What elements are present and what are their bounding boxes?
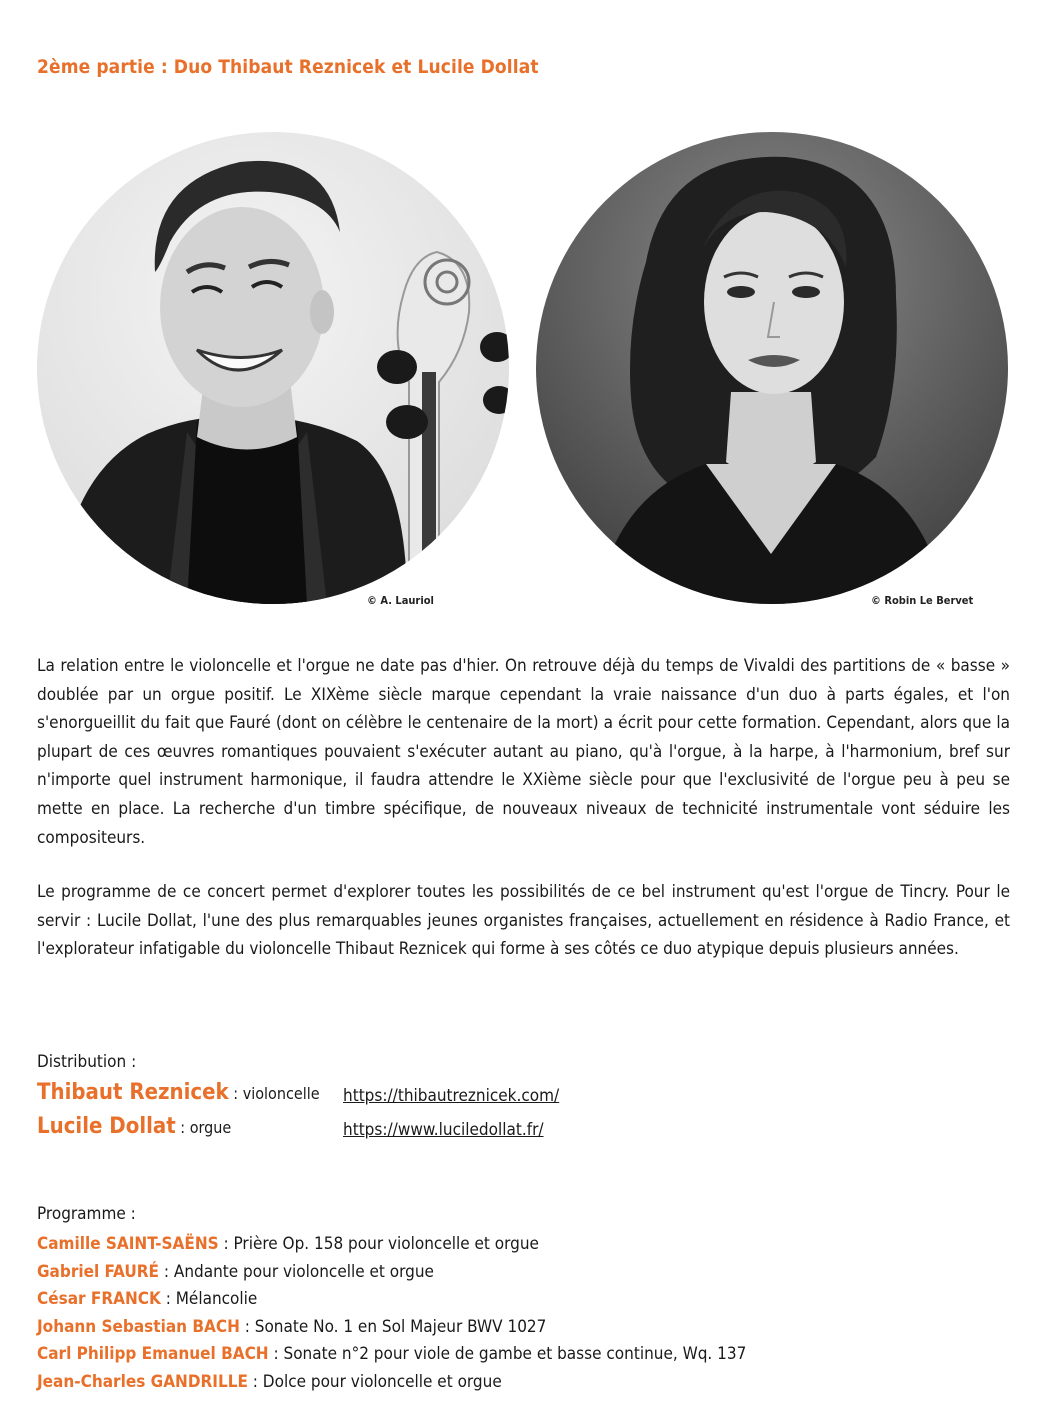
distribution-label: Distribution : bbox=[37, 1052, 137, 1072]
composer-name: Carl Philipp Emanuel BACH bbox=[37, 1344, 269, 1364]
programme-item bbox=[37, 1231, 746, 1259]
work-title: : Andante pour violoncelle et orgue bbox=[159, 1261, 434, 1282]
performer-name: Thibaut Reznicek bbox=[37, 1080, 229, 1105]
performer-website-link[interactable]: https://www.luciledollat.fr/ bbox=[343, 1120, 544, 1140]
portrait-lucile-dollat bbox=[536, 132, 1008, 604]
photo-credit: © Robin Le Bervet bbox=[871, 594, 974, 607]
programme-item bbox=[37, 1341, 746, 1369]
work-title: : Mélancolie bbox=[160, 1289, 258, 1309]
programme-paragraph: Le programme de ce concert permet d'explorer toutes les possibilités de ce bel instrument qu'est l'orgue de Tincry. Pour le servir : Lucile Dollat, l'une des plus remarquables jeunes organistes françaises, actuellement en résidence à Radio France, et l'explorateur infatigable du violoncelle Thibaut Reznicek qui forme à ses côtés ce duo atypique depuis plusieurs années. bbox=[37, 882, 1010, 960]
distribution-row bbox=[37, 1080, 560, 1110]
work-title: : Prière Op. 158 pour violoncelle et orgue bbox=[218, 1234, 539, 1254]
performer-role: : violoncelle bbox=[228, 1084, 320, 1103]
performer-website-link[interactable]: https://thibautreznicek.com/ bbox=[343, 1086, 560, 1106]
programme-label: Programme : bbox=[37, 1204, 136, 1224]
composer-name: Johann Sebastian BACH bbox=[37, 1316, 240, 1337]
performer-role: : orgue bbox=[175, 1118, 232, 1137]
composer-name: Camille SAINT-SAËNS bbox=[37, 1234, 219, 1254]
photo-credit: © A. Lauriol bbox=[367, 594, 434, 607]
work-title: : Dolce pour violoncelle et orgue bbox=[247, 1371, 502, 1392]
composer-name: Jean-Charles GANDRILLE bbox=[37, 1371, 248, 1392]
portrait-thibaut-reznicek bbox=[37, 132, 509, 604]
work-title: : Sonate No. 1 en Sol Majeur BWV 1027 bbox=[239, 1316, 547, 1337]
intro-paragraph: La relation entre le violoncelle et l'orgue ne date pas d'hier. On retrouve déjà du temps de Vivaldi des partitions de « basse » doublée par un orgue positif. Le XIXème siècle marque cependant la vraie naissance d'un duo à parts égales, et l'on s'enorgueillit du fait que Fauré (dont on célèbre le centenaire de la mort) a écrit pour cette formation. Cependant, alors que la plupart de ces œuvres romantiques pouvaient s'exécuter autant au piano, qu'à l'orgue, à la harpe, à l'harmonium, bref sur n'importe quel instrument harmonique, il faudra attendre le XXième siècle pour que l'exclusivité de l'orgue peu à peu se mette en place. La recherche d'un timbre spécifique, de nouveaux niveaux de technicité instrumentale vont séduire les compositeurs. bbox=[37, 656, 1010, 848]
distribution-row bbox=[37, 1114, 544, 1144]
composer-name: Gabriel FAURÉ bbox=[37, 1261, 159, 1282]
work-title: : Sonate n°2 pour viole de gambe et basse continue, Wq. 137 bbox=[268, 1344, 747, 1364]
page-title: 2ème partie : Duo Thibaut Reznicek et Lucile Dollat bbox=[37, 56, 539, 78]
programme-item bbox=[37, 1286, 746, 1314]
performer-name: Lucile Dollat bbox=[37, 1114, 176, 1139]
composer-name: César FRANCK bbox=[37, 1289, 161, 1309]
programme-item bbox=[37, 1314, 746, 1342]
programme-item bbox=[37, 1259, 746, 1287]
programme-item bbox=[37, 1369, 746, 1397]
programme-list bbox=[37, 1231, 746, 1396]
